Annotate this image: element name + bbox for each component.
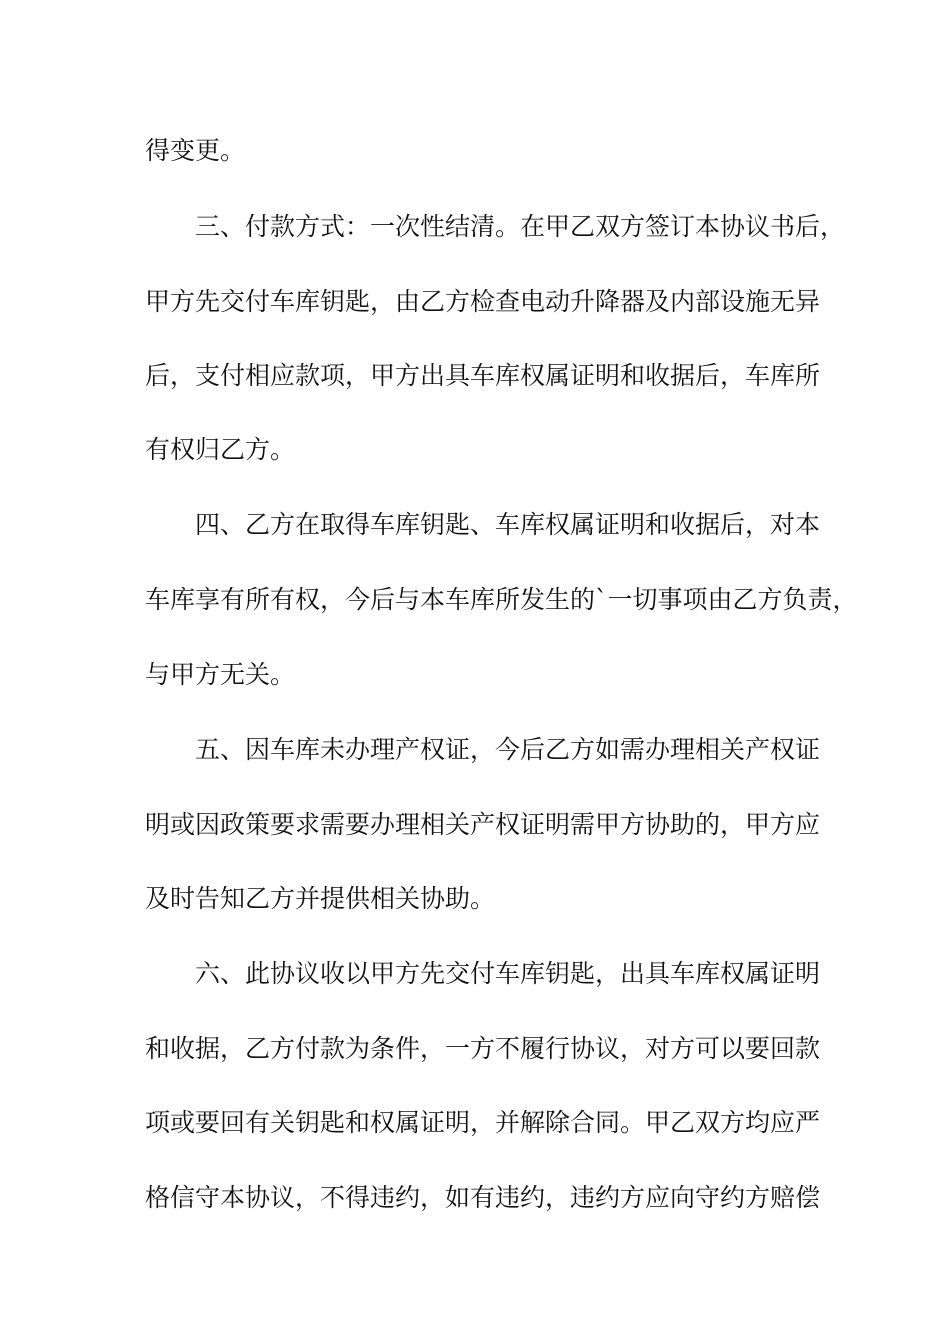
text-line: 车库享有所有权，今后与本车库所发生的`一切事项由乙方负责，	[145, 585, 858, 614]
text-line: 后，支付相应款项，甲方出具车库权属证明和收据后，车库所	[145, 361, 821, 390]
text-line: 明或因政策要求需要办理相关产权证明需甲方协助的，甲方应	[145, 810, 821, 839]
text-line: 及时告知乙方并提供相关协助。	[145, 884, 496, 913]
clause-6-heading-line: 六、此协议收以甲方先交付车库钥匙，出具车库权属证明	[195, 959, 821, 988]
text-line: 与甲方无关。	[145, 660, 296, 689]
text-line: 和收据，乙方付款为条件，一方不履行协议，对方可以要回款	[145, 1034, 821, 1063]
text-line: 甲方先交付车库钥匙，由乙方检查电动升降器及内部设施无异	[145, 287, 821, 316]
text-line: 格信守本协议，不得违约，如有违约，违约方应向守约方赔偿	[145, 1183, 821, 1212]
clause-3-heading-line: 三、付款方式：一次性结清。在甲乙双方签订本协议书后，	[195, 212, 846, 241]
clause-5-heading-line: 五、因车库未办理产权证，今后乙方如需办理相关产权证	[195, 735, 821, 764]
text-line: 有权归乙方。	[145, 435, 296, 464]
clause-4-heading-line: 四、乙方在取得车库钥匙、车库权属证明和收据后，对本	[195, 510, 821, 539]
text-line: 项或要回有关钥匙和权属证明，并解除合同。甲乙双方均应严	[145, 1108, 821, 1137]
text-line: 得变更。	[145, 136, 246, 165]
